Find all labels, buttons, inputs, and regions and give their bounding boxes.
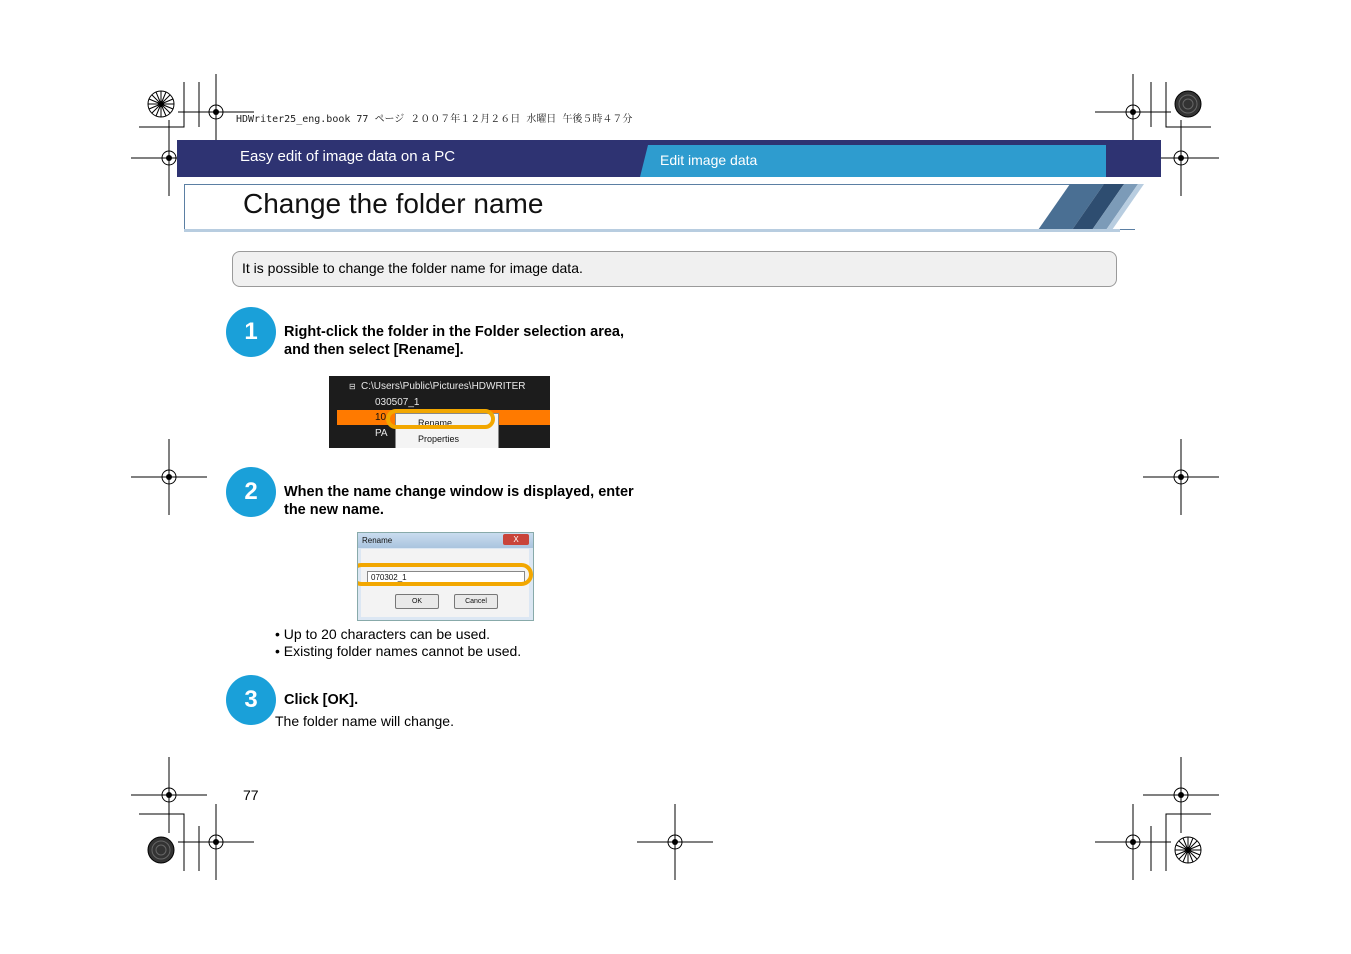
rename-dialog-screenshot <box>357 532 534 621</box>
note-item: • Existing folder names cannot be used. <box>275 643 522 659</box>
menu-item-properties: Properties <box>418 434 460 444</box>
title-underline <box>184 229 1120 232</box>
step-number: 3 <box>244 686 258 713</box>
page-title: Change the folder name <box>243 188 544 219</box>
step-3-title: Click [OK]. <box>284 692 359 708</box>
section-title: Easy edit of image data on a PC <box>240 148 456 165</box>
folder-name-field: 070302_1 <box>367 571 525 583</box>
folder-item: PA <box>375 428 388 439</box>
step-3-badge <box>226 675 276 725</box>
tree-collapse-icon: ⊟ <box>349 382 356 391</box>
page-number: 77 <box>243 787 259 803</box>
step-2-title-line2: the new name. <box>284 502 384 518</box>
highlight-ring <box>386 409 495 429</box>
step-2-title <box>284 483 634 519</box>
print-metadata: HDWriter25_eng.book 77 ページ ２００７年１２月２６日 水曜日 午後５時４７分 <box>236 114 633 125</box>
cancel-button: Cancel <box>454 594 498 609</box>
step-3-body: The folder name will change. <box>275 713 454 729</box>
folder-context-menu-screenshot <box>329 376 550 448</box>
step-1-title <box>284 323 624 359</box>
step-1-title-line1: Right-click the folder in the Folder selection area, <box>284 324 625 340</box>
highlight-ring <box>357 563 533 586</box>
step-number: 1 <box>244 318 258 345</box>
folder-path: C:\Users\Public\Pictures\HDWRITER <box>361 381 526 392</box>
step-1-badge <box>226 307 276 357</box>
ok-button: OK <box>395 594 439 609</box>
menu-item-rename: Rename <box>418 418 453 428</box>
notes-list <box>275 626 521 660</box>
step-2-badge <box>226 467 276 517</box>
folder-item-selected: 10 <box>375 412 387 423</box>
step-1-title-line2: and then select [Rename]. <box>284 342 464 358</box>
tab-label: Edit image data <box>660 152 758 168</box>
dialog-title: Rename <box>362 536 393 545</box>
close-icon: X <box>503 534 529 545</box>
intro-text: It is possible to change the folder name for image data. <box>242 260 583 276</box>
step-number: 2 <box>244 478 258 505</box>
folder-item: 030507_1 <box>375 397 420 408</box>
title-stripes <box>1020 182 1145 234</box>
step-2-title-line1: When the name change window is displayed, enter <box>284 484 634 500</box>
note-item: • Up to 20 characters can be used. <box>275 626 491 642</box>
